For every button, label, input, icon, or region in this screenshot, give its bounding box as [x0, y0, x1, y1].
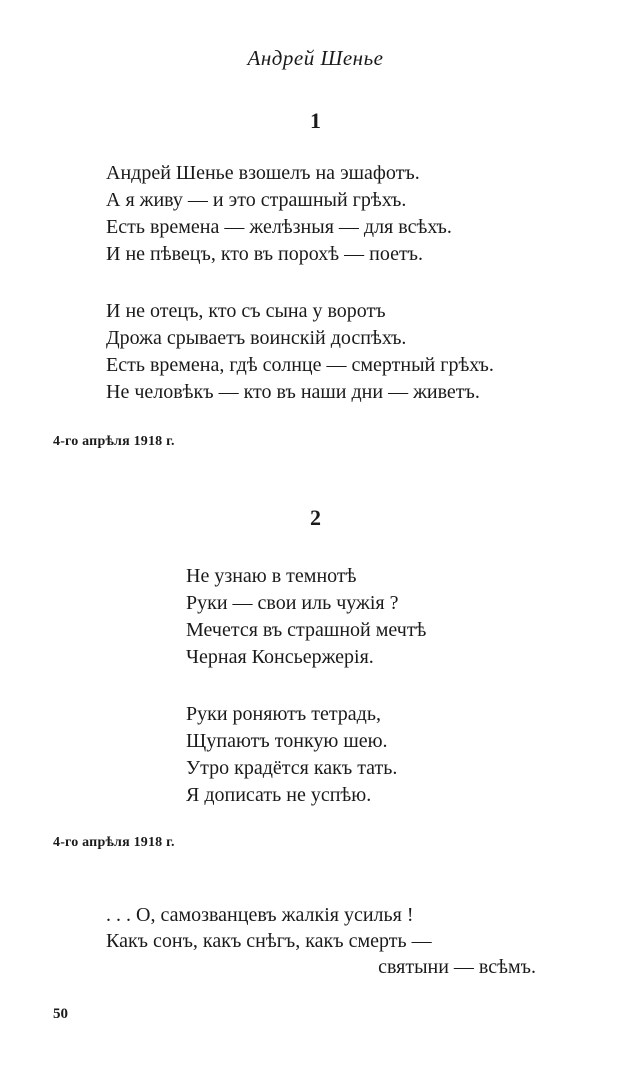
poem-2-stanza-1 [186, 563, 426, 671]
verse-line: Мечется въ страшной мечтѣ [186, 619, 427, 641]
page-title: Андрей Шенье [247, 46, 384, 70]
poem-2-numeral: 2 [310, 505, 321, 530]
poem-1-stanza-2 [106, 298, 494, 406]
verse-line: Какъ сонъ, какъ снѣгъ, какъ смерть — [106, 930, 432, 952]
poem-1-stanza-1 [106, 160, 452, 268]
verse-line: А я живу — и это страшный грѣхъ. [106, 189, 407, 211]
poem-2-stanza-2 [186, 701, 397, 809]
poem-2-date: 4-го апрѣля 1918 г. [53, 835, 175, 850]
verse-line: Руки — свои иль чужія ? [186, 592, 399, 614]
poem-1-date: 4-го апрѣля 1918 г. [53, 434, 175, 449]
page-number: 50 [53, 1006, 68, 1022]
verse-line: И не пѣвецъ, кто въ порохѣ — поетъ. [106, 243, 424, 265]
verse-line: Не человѣкъ — кто въ наши дни — живетъ. [106, 381, 480, 403]
verse-line: И не отецъ, кто съ сына у воротъ [106, 300, 386, 322]
verse-line: . . . О, самозванцевъ жалкія усилья ! [106, 904, 414, 926]
verse-line: Утро крадётся какъ тать. [186, 757, 398, 779]
verse-line: Дрожа срываетъ воинскій доспѣхъ. [106, 327, 407, 349]
verse-line: Я дописать не успѣю. [186, 784, 372, 806]
poem-1-numeral: 1 [310, 108, 321, 133]
verse-line: Есть времена, гдѣ солнце — смертный грѣхъ. [106, 354, 494, 376]
verse-line: Андрей Шенье взошелъ на эшафотъ. [106, 162, 420, 184]
verse-line: Щупаютъ тонкую шею. [186, 730, 388, 752]
verse-line: Черная Консьержерія. [186, 646, 374, 668]
verse-line: Не узнаю в темнотѣ [186, 565, 357, 587]
poem-fragment [106, 902, 536, 980]
verse-line: Есть времена — желѣзныя — для всѣхъ. [106, 216, 452, 238]
verse-line: святыни — всѣмъ. [378, 956, 536, 978]
verse-line: Руки роняютъ тетрадь, [186, 703, 381, 725]
